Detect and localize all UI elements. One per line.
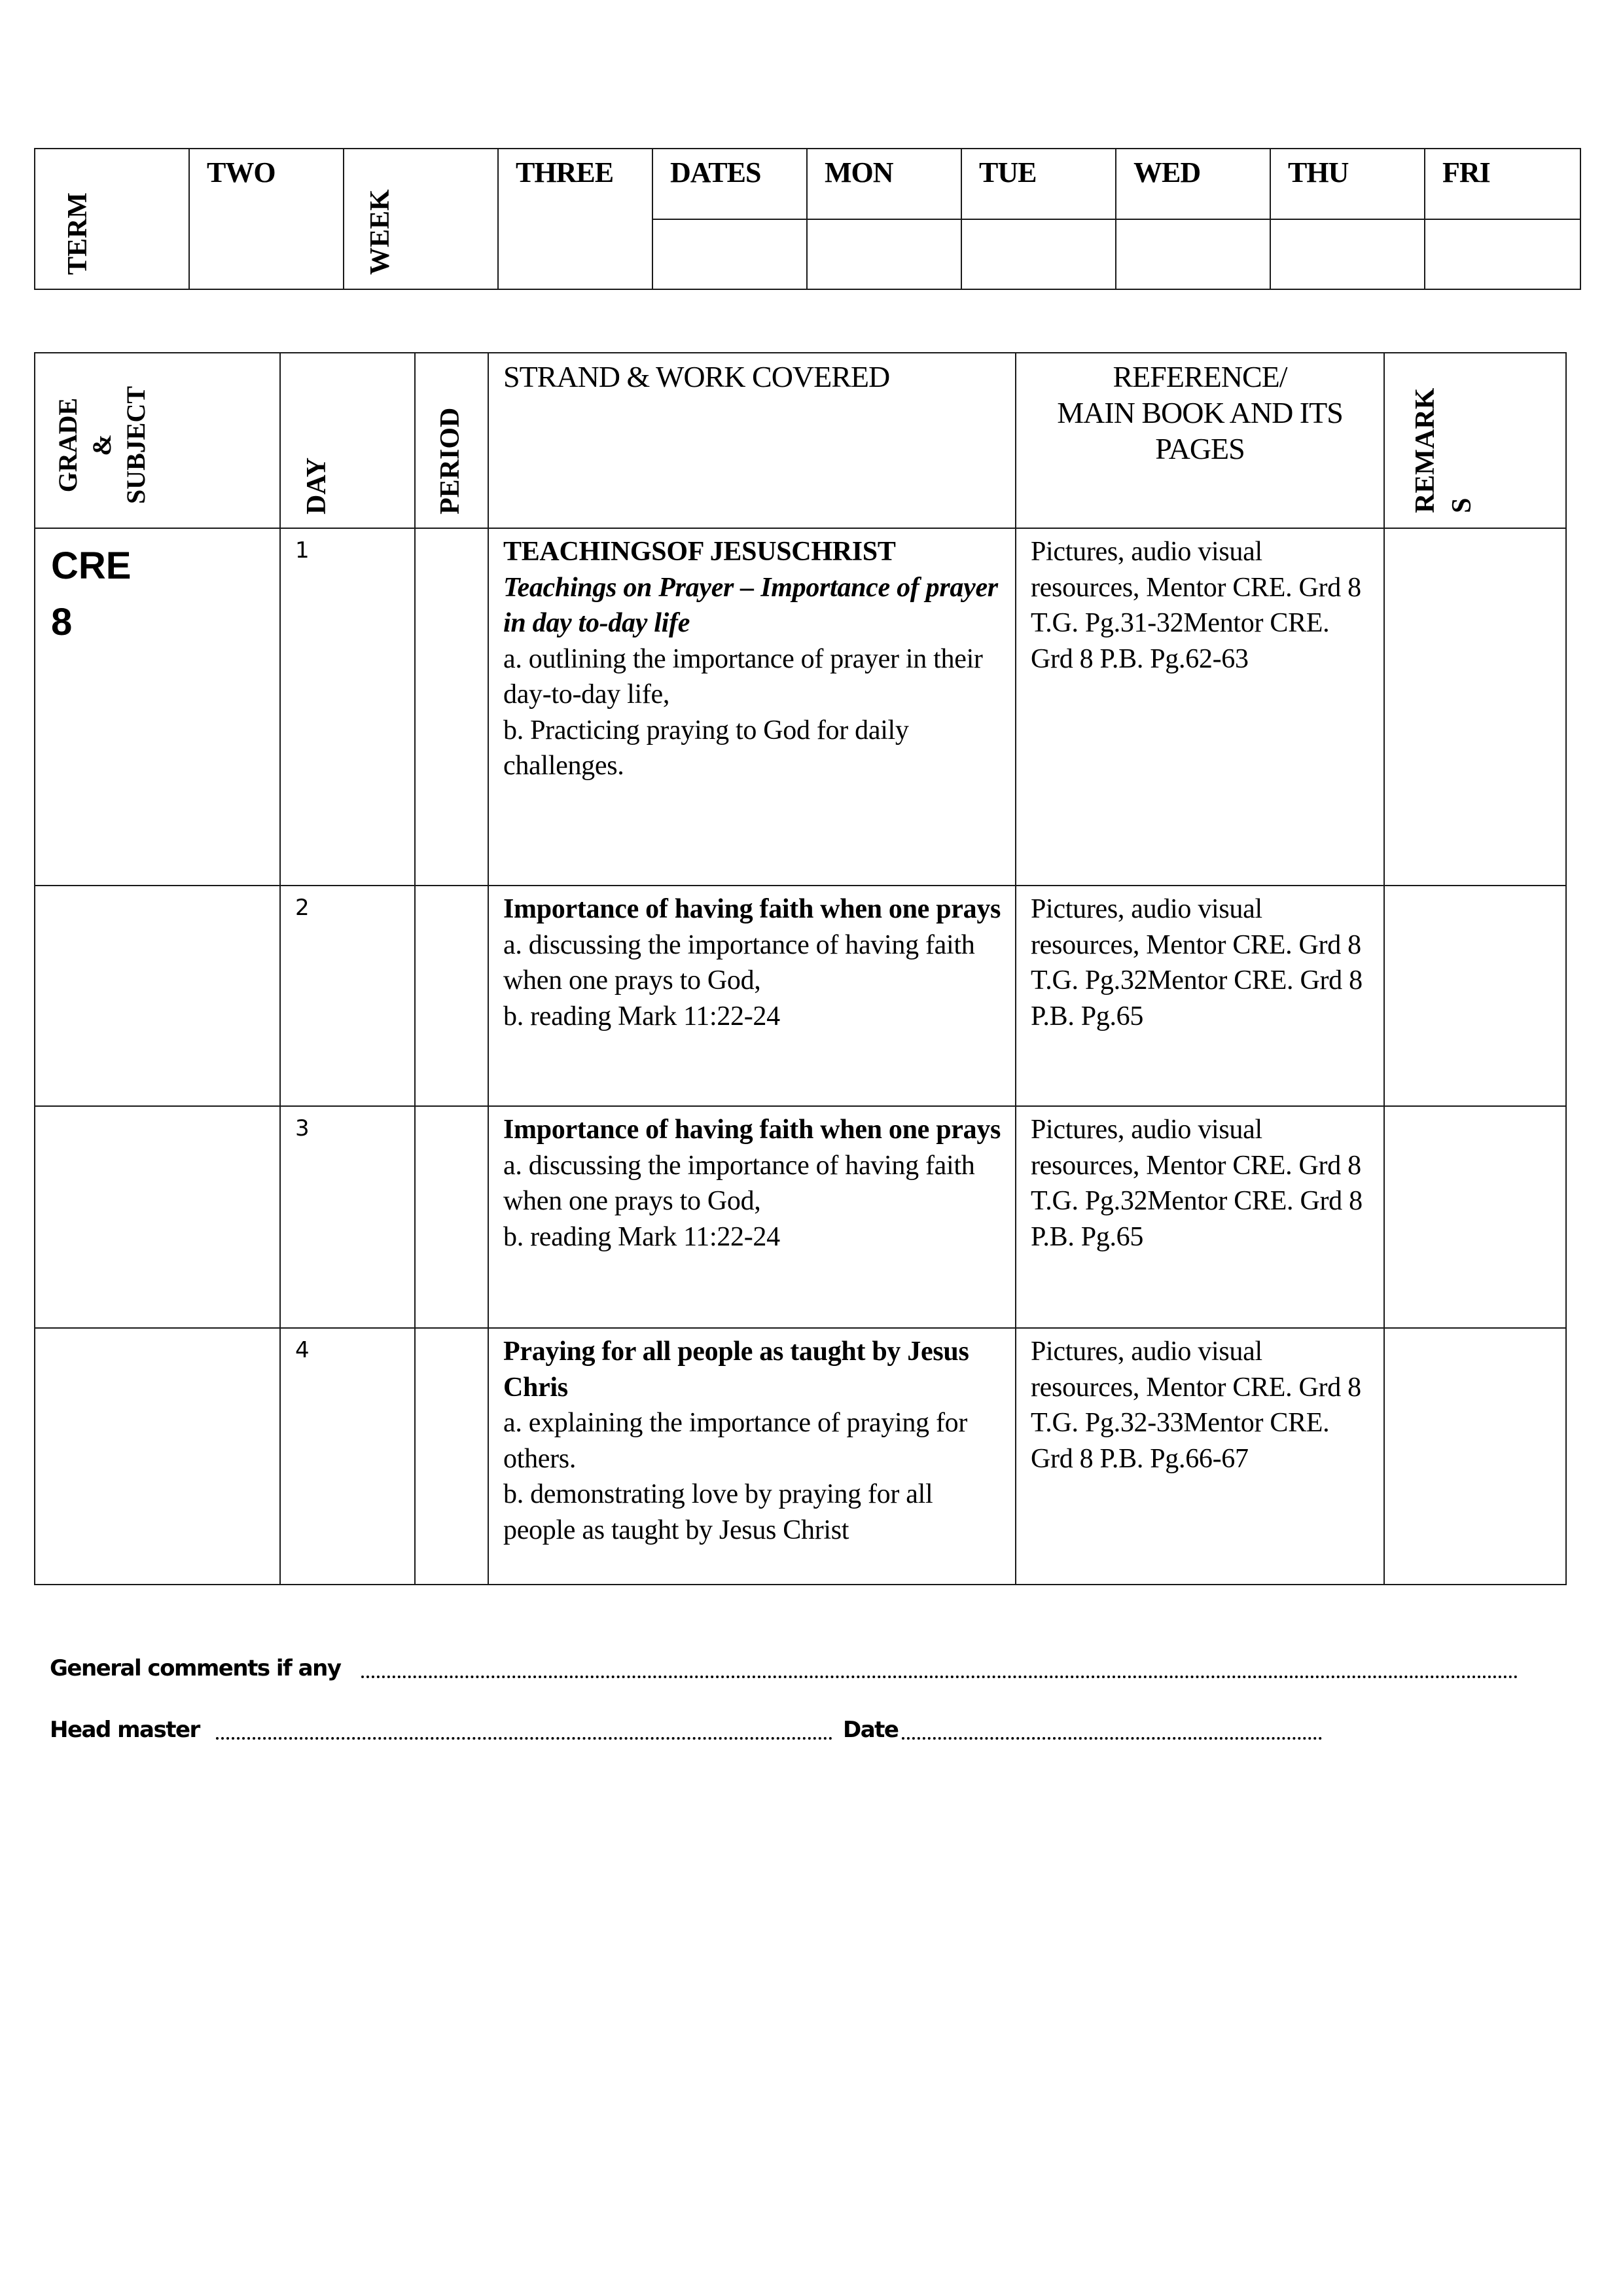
day-label: THU — [1288, 156, 1349, 188]
date-field-dates[interactable] — [652, 219, 808, 290]
learning-outcome-b: b. reading Mark 11:22-24 — [503, 1001, 780, 1031]
dates-label: DATES — [670, 156, 761, 188]
reference-text: Pictures, audio visual resources, Mentor CRE. Grd 8 T.G. Pg.32-33Mentor CRE. Grd 8 P.B. Pg.66-67 — [1031, 1336, 1361, 1474]
learning-outcome-a: a. discussing the importance of having faith when one prays to God, — [503, 1150, 975, 1216]
strand-cell — [488, 1105, 1016, 1329]
general-comments-field[interactable] — [361, 1676, 1518, 1678]
header-period — [414, 352, 489, 529]
grade-subject-cell-empty — [34, 885, 281, 1107]
remarks-cell[interactable] — [1383, 885, 1567, 1107]
header-subject-text: SUBJECT — [121, 386, 151, 505]
sub-strand-title: Teachings on Prayer – Importance of prayer in day to-day life — [503, 572, 998, 638]
day-label: WED — [1133, 156, 1201, 188]
grade-subject-cell-empty — [34, 1105, 281, 1329]
day-header-thu — [1270, 148, 1425, 220]
reference-cell — [1015, 1105, 1385, 1329]
general-comments-label: General comments if any — [50, 1655, 341, 1681]
remarks-cell[interactable] — [1383, 528, 1567, 886]
term-value-cell — [188, 148, 344, 290]
header-strand-text: STRAND & WORK COVERED — [503, 360, 890, 393]
week-value-cell — [497, 148, 653, 290]
remarks-cell[interactable] — [1383, 1105, 1567, 1329]
header-remarks-line1: REMARK — [1410, 387, 1440, 513]
reference-text: Pictures, audio visual resources, Mentor CRE. Grd 8 T.G. Pg.31-32Mentor CRE. Grd 8 P.B. Pg.62-63 — [1031, 537, 1361, 674]
header-grade-subject — [34, 352, 281, 529]
date-field-wed[interactable] — [1115, 219, 1271, 290]
day-cell — [279, 528, 416, 886]
strand-cell — [488, 528, 1016, 886]
day-number: 3 — [295, 1115, 310, 1141]
term-label-cell — [34, 148, 190, 290]
reference-cell — [1015, 528, 1385, 886]
week-label-cell — [343, 148, 499, 290]
day-label: MON — [825, 156, 893, 188]
day-cell — [279, 885, 416, 1107]
period-cell[interactable] — [414, 1327, 489, 1585]
header-reference-line1: REFERENCE/ — [1113, 360, 1287, 393]
strand-title: Importance of having faith when one prays — [503, 1115, 1001, 1145]
grade-subject-cell-empty — [34, 1327, 281, 1585]
strand-title: TEACHINGSOF JESUSCHRIST — [503, 537, 896, 567]
header-day — [279, 352, 416, 529]
date-field-thu[interactable] — [1270, 219, 1425, 290]
strand-title: Praying for all people as taught by Jesus Chris — [503, 1336, 969, 1403]
period-cell[interactable] — [414, 885, 489, 1107]
header-remarks — [1383, 352, 1567, 529]
day-header-mon — [806, 148, 962, 220]
day-header-tue — [961, 148, 1116, 220]
strand-cell — [488, 1327, 1016, 1585]
reference-cell — [1015, 1327, 1385, 1585]
day-number: 4 — [295, 1337, 310, 1363]
grade-subject-vertical-label — [51, 373, 153, 517]
period-cell[interactable] — [414, 528, 489, 886]
header-grade-text: GRADE — [53, 397, 82, 493]
grade-number: 8 — [51, 601, 73, 643]
strand-cell — [488, 885, 1016, 1107]
remarks-vertical-label — [1407, 369, 1480, 513]
day-label: FRI — [1442, 156, 1490, 188]
learning-outcome-b: b. Practicing praying to God for daily challenges. — [503, 715, 909, 781]
grade-subject-cell — [34, 528, 281, 886]
day-cell — [279, 1327, 416, 1585]
date-field-tue[interactable] — [961, 219, 1116, 290]
period-cell[interactable] — [414, 1105, 489, 1329]
date-field-mon[interactable] — [806, 219, 962, 290]
learning-outcome-a: a. explaining the importance of praying for others. — [503, 1408, 968, 1474]
header-period-text: PERIOD — [435, 407, 465, 514]
day-header-wed — [1115, 148, 1271, 220]
day-cell — [279, 1105, 416, 1329]
day-header-fri — [1424, 148, 1581, 220]
date-field-fri[interactable] — [1424, 219, 1581, 290]
header-day-text: DAY — [302, 457, 332, 514]
date-label: Date — [843, 1717, 899, 1743]
term-week-table — [34, 148, 1581, 290]
headmaster-signature-field[interactable] — [216, 1737, 832, 1740]
scheme-of-work-table — [34, 352, 1567, 1585]
headmaster-label: Head master — [50, 1717, 200, 1743]
date-field[interactable] — [902, 1737, 1322, 1740]
header-reference-line2: MAIN BOOK AND ITS — [1057, 396, 1343, 429]
header-reference-line3: PAGES — [1155, 432, 1245, 465]
learning-outcome-b: b. demonstrating love by praying for all people as taught by Jesus Christ — [503, 1479, 933, 1545]
header-strand — [488, 352, 1016, 529]
subject-name: CRE — [51, 545, 132, 587]
week-value: THREE — [516, 156, 614, 188]
dates-label-cell — [652, 148, 808, 220]
day-number: 1 — [295, 537, 310, 564]
header-remarks-line2: S — [1447, 497, 1477, 513]
reference-cell — [1015, 885, 1385, 1107]
learning-outcome-a: a. outlining the importance of prayer in their day-to-day life, — [503, 643, 983, 709]
header-reference — [1015, 352, 1385, 529]
remarks-cell[interactable] — [1383, 1327, 1567, 1585]
day-number: 2 — [295, 895, 310, 921]
week-label: WEEK — [365, 189, 395, 275]
reference-text: Pictures, audio visual resources, Mentor CRE. Grd 8 T.G. Pg.32Mentor CRE. Grd 8 P.B. Pg.65 — [1031, 894, 1363, 1031]
reference-text: Pictures, audio visual resources, Mentor CRE. Grd 8 T.G. Pg.32Mentor CRE. Grd 8 P.B. Pg.65 — [1031, 1115, 1363, 1252]
term-label: TERM — [63, 192, 93, 275]
term-value: TWO — [207, 156, 276, 188]
header-ampersand-text: & — [87, 434, 116, 456]
day-label: TUE — [979, 156, 1037, 188]
strand-title: Importance of having faith when one prays — [503, 894, 1001, 924]
learning-outcome-a: a. discussing the importance of having faith when one prays to God, — [503, 929, 975, 996]
learning-outcome-b: b. reading Mark 11:22-24 — [503, 1221, 780, 1252]
